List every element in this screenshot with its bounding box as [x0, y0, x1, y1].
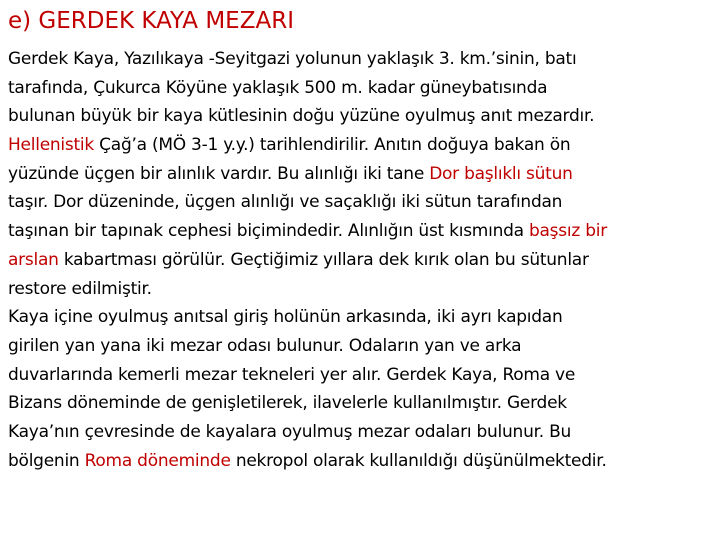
text-line — [8, 275, 720, 304]
text-segment: kabartması görülür. Geçtiğimiz yıllara dek kırık olan bu sütunlar — [58, 249, 589, 270]
text-segment: duvarlarında kemerli mezar tekneleri yer alır. Gerdek Kaya, Roma ve — [8, 364, 576, 385]
text-segment: Çağ’a (MÖ 3-1 y.y.) tarihlendirilir. Anıtın doğuya bakan ön — [94, 135, 571, 156]
text-segment: taşınan bir tapınak cephesi biçimindedir. Alınlığın üst kısmında — [8, 221, 529, 242]
text-line — [8, 74, 720, 103]
text-line — [8, 217, 720, 246]
text-line — [8, 102, 720, 131]
text-segment: Gerdek Kaya, Yazılıkaya -Seyitgazi yolunun yaklaşık 3. km.’sinin, batı — [8, 49, 577, 69]
text-segment: bölgenin — [8, 450, 85, 471]
text-segment: restore edilmiştir. — [8, 278, 152, 299]
text-segment: Kaya içine oyulmuş anıtsal giriş holünün arkasında, iki ayrı kapıdan — [8, 307, 563, 328]
highlight-term-dor-column: Dor başlıklı sütun — [429, 163, 573, 184]
text-line — [8, 389, 720, 418]
text-segment: bulunan büyük bir kaya kütlesinin doğu yüzüne oyulmuş anıt mezardır. — [8, 106, 595, 127]
text-line — [8, 188, 720, 217]
text-line — [8, 332, 720, 361]
text-line — [8, 131, 720, 160]
text-segment: nekropol olarak kullanıldığı düşünülmektedir. — [230, 450, 607, 471]
text-segment: tarafında, Çukurca Köyüne yaklaşık 500 m. kadar güneybatısında — [8, 77, 548, 98]
text-line — [8, 246, 720, 275]
text-segment: Bizans döneminde de genişletilerek, ilavelerle kullanılmıştır. Gerdek — [8, 393, 567, 414]
highlight-term-hellenistik: Hellenistik — [8, 135, 94, 156]
text-line — [8, 160, 720, 189]
text-line — [8, 361, 720, 390]
text-segment: Kaya’nın çevresinde de kayalara oyulmuş mezar odaları bulunur. Bu — [8, 421, 572, 442]
slide-title: e) GERDEK KAYA MEZARI — [8, 8, 294, 34]
text-segment: yüzünde üçgen bir alınlık vardır. Bu alınlığı iki tane — [8, 163, 430, 184]
text-segment: taşır. Dor düzeninde, üçgen alınlığı ve saçaklığı iki sütun tarafından — [8, 192, 563, 213]
text-segment: girilen yan yana iki mezar odası bulunur. Odaların yan ve arka — [8, 335, 522, 356]
highlight-term-headless-lion-2: arslan — [8, 249, 59, 270]
text-line — [8, 447, 720, 476]
highlight-term-roman-period: Roma döneminde — [84, 450, 231, 471]
text-line — [8, 45, 720, 74]
body-text — [8, 45, 720, 475]
text-line — [8, 303, 720, 332]
highlight-term-headless-lion-1: başsız bir — [528, 221, 607, 242]
text-line — [8, 418, 720, 447]
